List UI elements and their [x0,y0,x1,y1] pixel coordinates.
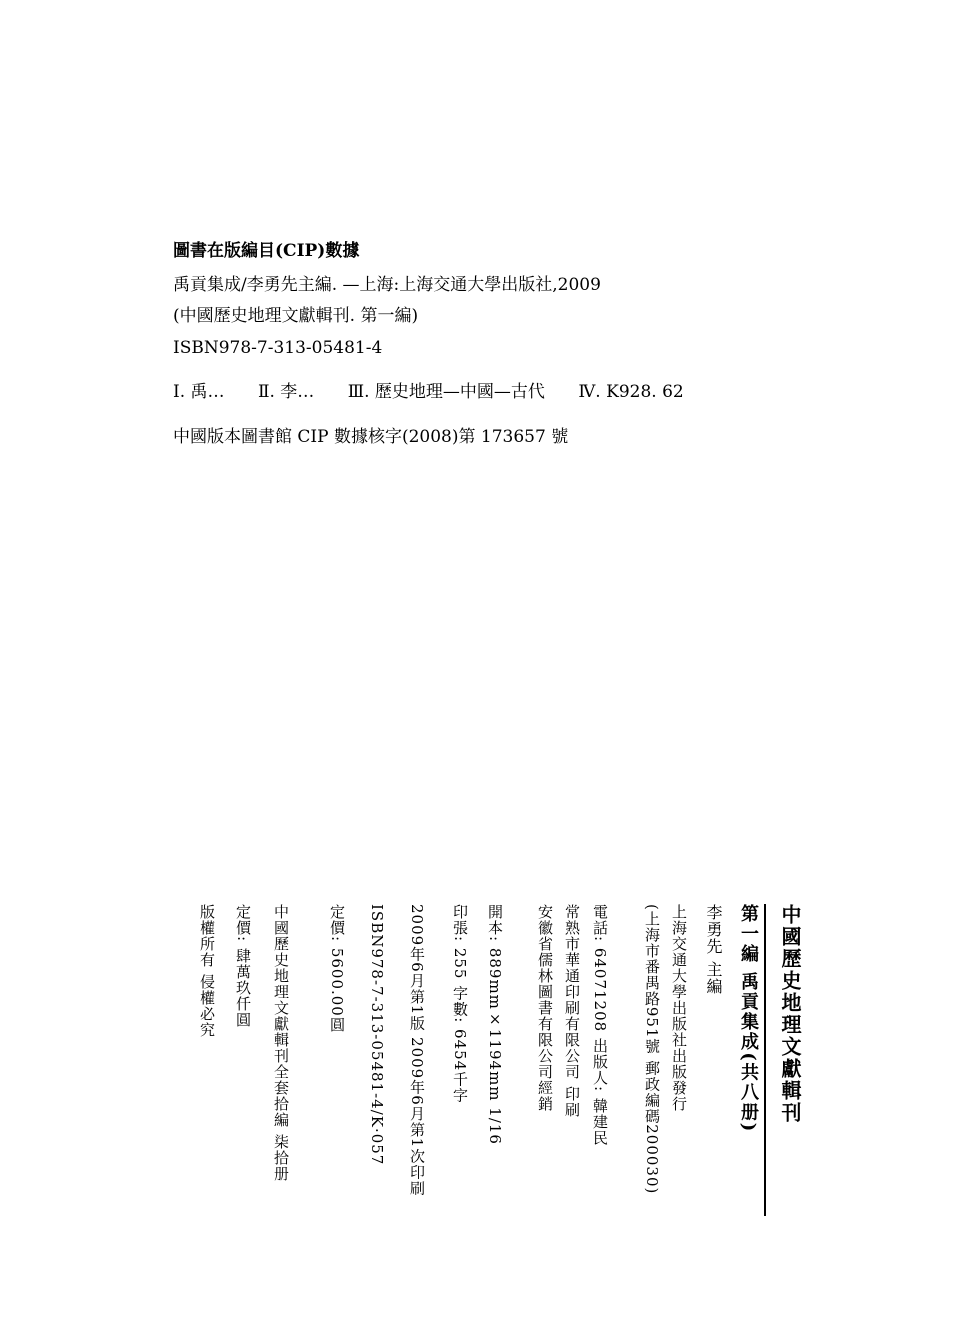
cip-subject-2: Ⅱ. 李… [257,382,315,402]
colophon-printer: 常熟市華通印刷有限公司 印刷 [563,904,581,1118]
colophon-rule [764,904,766,1216]
colophon-price: 定價: 5600.00圓 [328,904,346,1033]
colophon-format: 開本: 889mm×1194mm 1/16 [486,904,504,1145]
cip-isbn: ISBN978-7-313-05481-4 [173,338,383,358]
colophon-volume-title: 第一編 禹貢集成(共八册) [738,904,759,1134]
colophon-set: 中國歷史地理文獻輯刊全套拾編 柒拾册 [272,904,290,1182]
colophon-set-price: 定價: 肆萬玖仟圓 [234,904,252,1028]
colophon-distributor: 安徽省儒林圖書有限公司經銷 [536,904,554,1112]
cip-subjects [173,381,712,403]
colophon-address: (上海市番禺路951號 郵政編碼200030) [643,904,661,1195]
cip-subject-1: Ⅰ. 禹… [173,382,225,402]
cip-series-line: (中國歷史地理文獻輯刊. 第一編) [173,306,419,326]
colophon-edition: 2009年6月第1版 2009年6月第1次印刷 [408,904,426,1197]
colophon-phone: 電話: 64071208 出版人: 韓建民 [591,904,609,1146]
colophon-sheets: 印張: 255 字數: 6454千字 [451,904,469,1104]
colophon [196,904,808,1244]
colophon-isbn: ISBN978-7-313-05481-4/K·057 [368,904,386,1166]
cip-record-number: 中國版本圖書館 CIP 數據核字(2008)第 173657 號 [173,427,569,447]
cip-subject-4: Ⅳ. K928. 62 [578,382,684,402]
colophon-editor: 李勇先 主編 [704,904,723,996]
cip-subject-3: Ⅲ. 歷史地理—中國—古代 [347,382,545,402]
colophon-publisher: 上海交通大學出版社出版發行 [670,904,688,1112]
cip-title-line: 禹貢集成/李勇先主編. —上海:上海交通大學出版社,2009 [173,275,601,295]
cip-heading: 圖書在版編目(CIP)數據 [173,241,360,261]
colophon-rights: 版權所有 侵權必究 [198,904,216,1038]
colophon-series-title: 中國歷史地理文獻輯刊 [778,904,802,1124]
